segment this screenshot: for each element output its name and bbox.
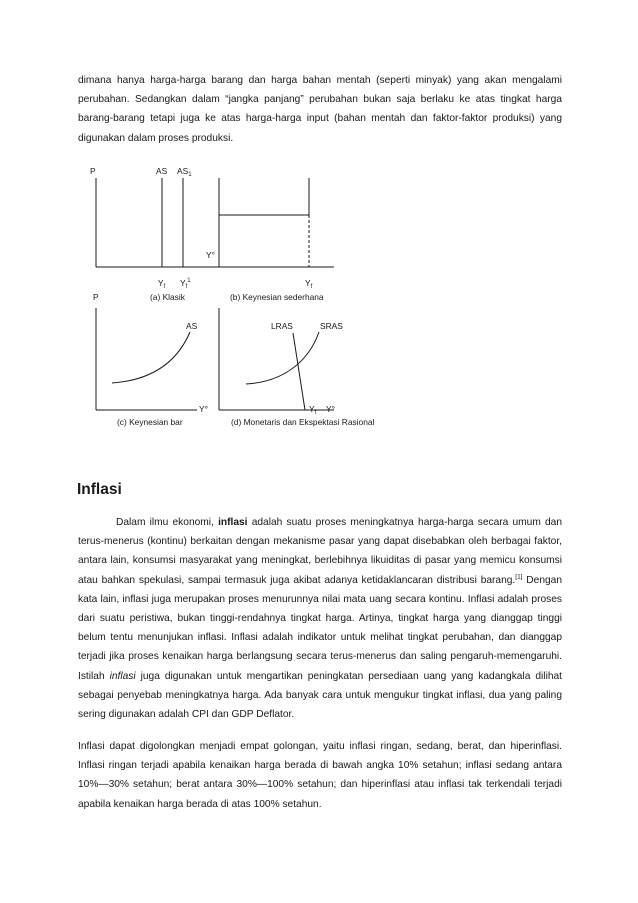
- panel-d-lras-label: LRAS: [271, 321, 293, 331]
- panel-d-x-axis-label: Y°: [326, 404, 335, 414]
- panel-d-sras-curve: [246, 332, 319, 384]
- panel-b-yf-label: $Y_f$: [305, 278, 313, 290]
- panel-b-keynesian-sederhana: [206, 178, 334, 302]
- panel-c-as-curve: [112, 332, 190, 383]
- panel-a-caption: (a) Klasik: [150, 292, 185, 302]
- panel-c-keynesian-baru: [93, 292, 208, 427]
- panel-a-as-label: AS: [156, 166, 168, 176]
- footnote-ref: [1]: [515, 573, 523, 581]
- paragraph-inflasi-definition: Dalam ilmu ekonomi, inflasi adalah suatu proses meningkatnya harga-harga secara umum dan terus-menerus (kontinu) berkaitan dengan mekanisme pasar yang dapat disebabkan oleh berbagai faktor, antara lain, konsumsi masyarakat yang meningkat, berlebihnya likuiditas di pasar yang memicu konsumsi atau bahkan spekulasi, sampai termasuk juga akibat adanya ketidaklancaran distribusi barang.[1] Dengan kata lain, inflasi juga merupakan proses menurunnya nilai mata uang secara kontinu. Inflasi adalah proses dari suatu peristiwa, bukan tinggi-rendahnya tingkat harga. Artinya, tingkat harga yang dianggap tinggi belum tentu menunjukan inflasi. Inflasi adalah indikator untuk melihat tingkat perubahan, dan dianggap terjadi jika proses kenaikan harga berlangsung secara terus-menerus dan saling pengaruh-memengaruhi. Istilah inflasi juga digunakan untuk mengartikan peningkatan persediaan uang yang kadangkala dilihat sebagai penyebab meningkatnya harga. Ada banyak cara untuk mengukur tingkat inflasi, dua yang paling sering digunakan adalah CPI dan GDP Deflator.: [78, 517, 563, 721]
- panel-d-sras-label: SRAS: [320, 321, 343, 331]
- panel-b-caption: (b) Keynesian sederhana: [230, 292, 324, 302]
- panel-a-y-axis-label: P: [90, 166, 96, 176]
- panel-b-x-axis-label: Y°: [206, 250, 215, 260]
- panel-d-lras-line: [293, 333, 305, 410]
- term-inflasi-bold: inflasi: [218, 517, 248, 528]
- term-inflasi-italic: inflasi: [109, 670, 136, 682]
- panel-a-klasik: [90, 166, 222, 302]
- panel-c-y-axis-label: P: [93, 292, 99, 302]
- panel-d-caption: (d) Monetaris dan Ekspektasi Rasional: [231, 417, 375, 427]
- paragraph-intro: dimana hanya harga-harga barang dan harga bahan mentah (seperti minyak) yang akan mengalami perubahan. Sedangkan dalam “jangka panjang” perubahan bukan saja berlaku ke atas tingkat harga barang-barang tetapi juga ke atas harga-harga input (bahan mentah dan faktor-faktor produksi) yang digunakan dalam proses produksi.: [78, 75, 562, 144]
- panel-c-x-axis-label: Y°: [199, 404, 208, 414]
- panel-c-as-label: AS: [186, 321, 198, 331]
- panel-a-yf1-label: $Y_f^1$: [180, 278, 191, 290]
- panel-a-as1-label: $AS_1$: [177, 166, 192, 178]
- panel-d-yf-label: $Y_f$: [309, 404, 317, 416]
- section-heading-inflasi: Inflasi: [77, 481, 122, 498]
- panel-c-caption: (c) Keynesian bar: [117, 417, 183, 427]
- aggregate-supply-figure: [0, 150, 638, 440]
- paragraph-inflasi-golongan: Inflasi dapat digolongkan menjadi empat golongan, yaitu inflasi ringan, sedang, berat, dan hiperinflasi. Inflasi ringan terjadi apabila kenaikan harga berada di bawah angka 10% setahun; inflasi sedang antara 10%—30% setahun; berat antara 30%—100% setahun; dan hiperinflasi atau inflasi tak terkendali terjadi apabila kenaikan harga berada di atas 100% setahun.: [78, 741, 562, 810]
- panel-d-monetaris: [219, 308, 375, 427]
- panel-a-yf-label: $Y_f$: [158, 278, 166, 290]
